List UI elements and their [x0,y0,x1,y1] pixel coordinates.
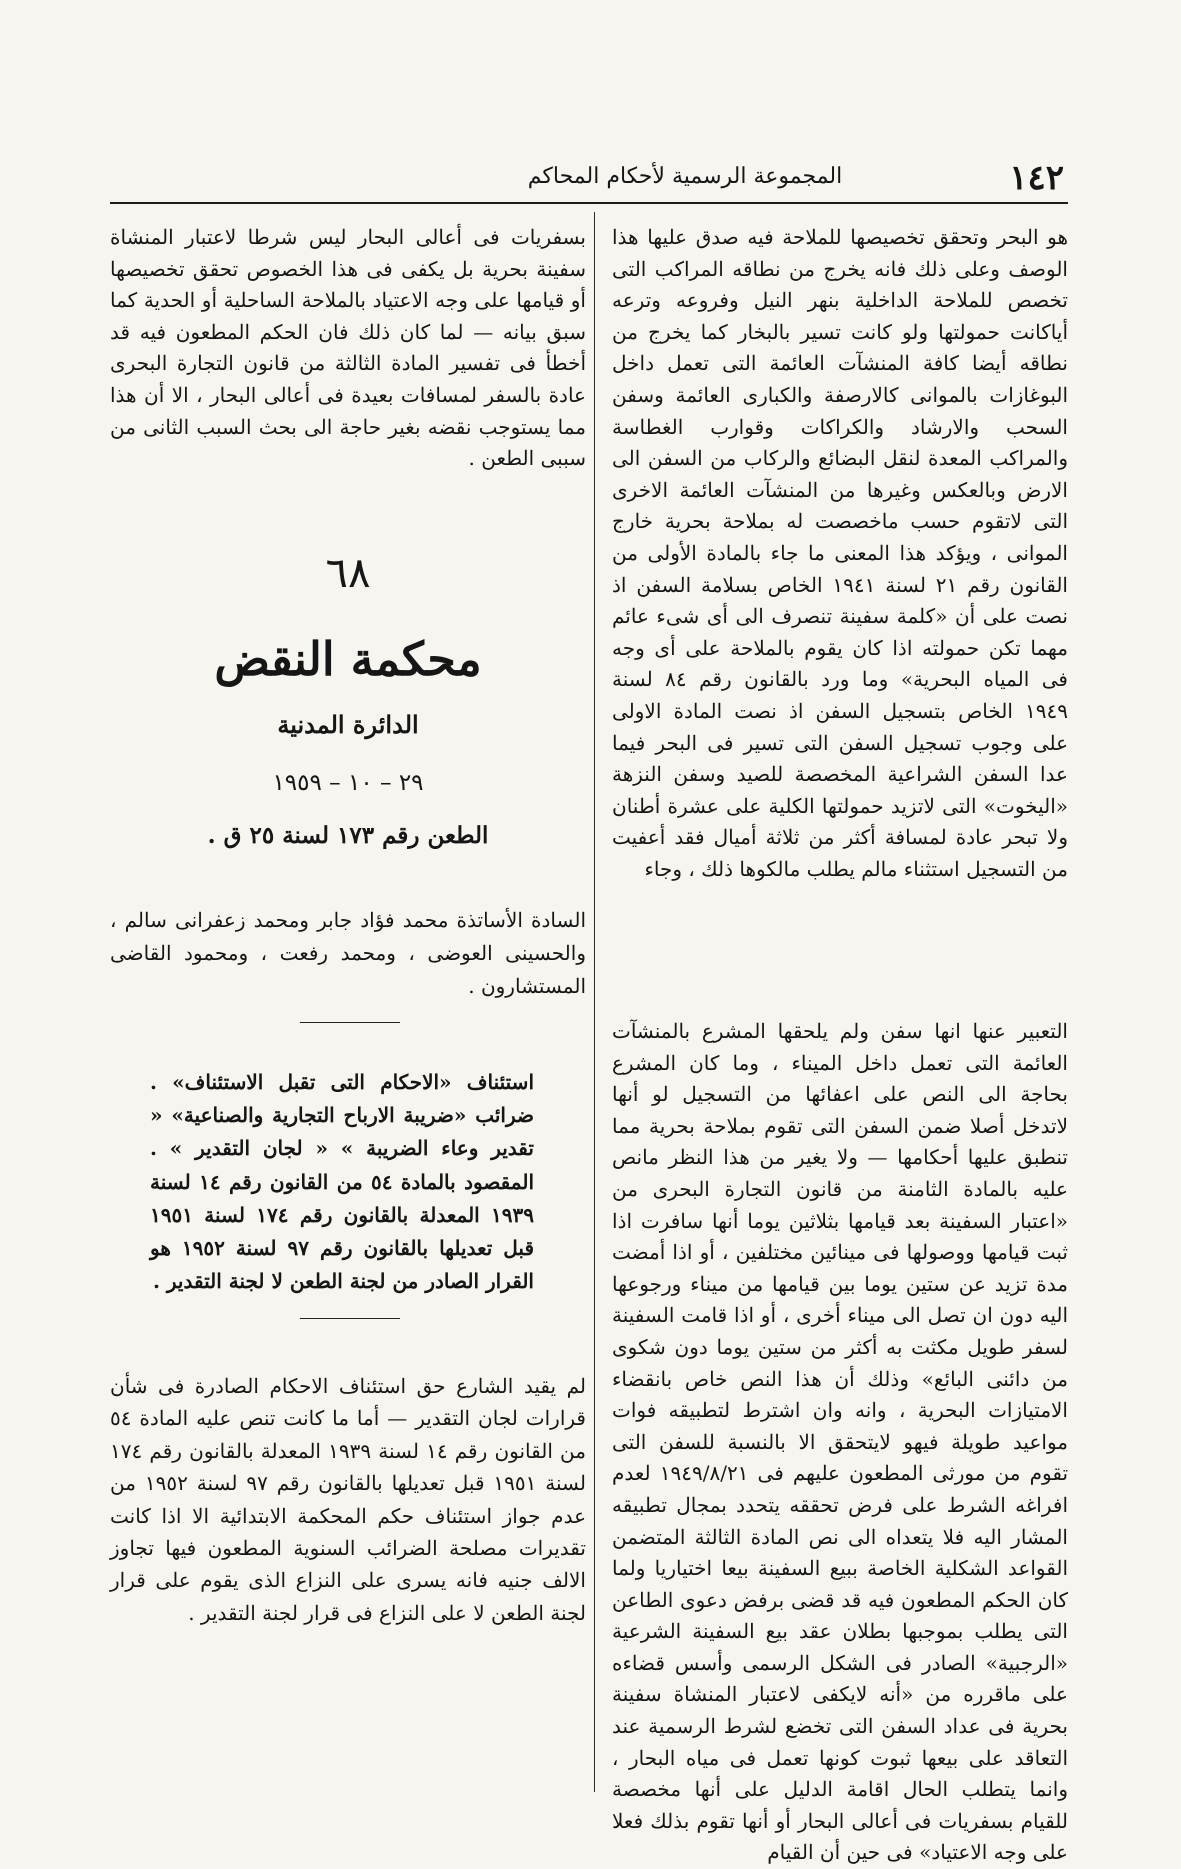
page-header [110,150,1068,204]
judges-list: السادة الأساتذة محمد فؤاد جابر ومحمد زعفرانى سالم ، والحسينى العوضى ، ومحمد رفعت ، ومحمود القاضى المستشارون . [110,908,586,998]
case-number: ٦٨ [325,548,371,597]
appeal-number: الطعن رقم ١٧٣ لسنة ٢٥ ق . [207,822,489,849]
right-column-lower-text: التعبير عنها انها سفن ولم يلحقها المشرع بالمنشآت العائمة التى تعمل داخل الميناء ، وما كان المشرع بحاجة الى النص على اعفائها من التسجيل لو أنها لاتدخل أصلا ضمن السفن التى تقوم بملاحة بحرية مما تنطبق عليها أحكامها — ولا يغير من هذا النظر مانص عليه بالمادة الثامنة من قانون التجارة البحرى من «اعتبار السفينة بعد قيامها بثلاثين يوما أنها سافرت اذا ثبت قيامها ووصولها فى مينائين مختلفين ، أو اذا أمضت مدة تزيد عن ستين يوما بين قيامها من ميناء ورجوعها اليه دون ان تصل الى ميناء أخرى ، أو اذا قامت السفينة لسفر طويل مكثت به أكثر من ستين يوما دون شكوى من دائنى البائع» وذلك أن هذا النص خاص بانقضاء الامتيازات البحرية ، وانه وان اشترط لتطبيقه فوات مواعيد طويلة فيهو لايتحقق الا بالنسبة للسفن التى تقوم من مورثى المطعون عليهم فى ١٩٤٩/٨/٢١ لعدم افراغه الشرط على فرض تحققه يتحدد بمجال تطبيقه المشار اليه فلا يتعداه الى نص المادة الثالثة المتضمن القواعد الشكلية الخاصة ببيع السفينة بيعا اختياريا ولما كان الحكم المطعون فيه قد قضى برفض دعوى الطاعن التى يطلب بموجبها بطلان عقد بيع السفينة الشرعية «الرجبية» الصادر فى الشكل الرسمى وأسس قضاءه على ماقرره من «أنه لايكفى لاعتبار المنشاة سفينة بحرية فى عداد السفن التى تخضع لشرط الرسمية عند التعاقد على بيعها ثبوت كونها تعمل فى مياه البحار ، وانما يتطلب الحال اقامة الدليل على أنها مخصصة للقيام بسفريات فى أعالى البحار أو أنها تقوم بذلك فعلا على وجه الاعتياد» فى حين أن القيام [612,1019,1069,1865]
right-column-upper-text: هو البحر وتحقق تخصيصها للملاحة فيه صدق عليها هذا الوصف وعلى ذلك فانه يخرج من نطاقه المراكب التى تخصص للملاحة الداخلية بنهر النيل وفروعه وترعه أياكانت حمولتها ولو كانت تسير بالبخار كما يخرج من نطاقه أيضا كافة المنشآت العائمة التى تعمل داخل البوغازات بالموانى كالارصفة والكبارى العائمة وسفن السحب والارشاد والكراكات وقوارب الغطاسة والمراكب المعدة لنقل البضائع والركاب من السفن الى الارض وبالعكس وغيرها من المنشآت العائمة الاخرى التى لاتقوم حسب ماخصصت له بملاحة بحرية خارج الموانى ، ويؤكد هذا المعنى ما جاء بالمادة الأولى من القانون رقم ٢١ لسنة ١٩٤١ الخاص بسلامة السفن اذ نصت على أن «كلمة سفينة تنصرف الى أى شىء عائم مهما تكن حمولته اذا كان يقوم بالملاحة على أى وجه فى المياه البحرية» وما ورد بالقانون رقم ٨٤ لسنة ١٩٤٩ الخاص بتسجيل السفن اذ نصت المادة الاولى على وجوب تسجيل السفن التى تسير فى البحر فيما عدا السفن الشراعية المخصصة للصيد وسفن النزهة «اليخوت» التى لاتزيد حمولتها الكلية على عشرة أطنان ولا تبحر عادة لمسافة أكثر من ثلاثة أميال فقد أعفيت من التسجيل استثناء مالم يطلب مالكوها ذلك ، وجاء [612,225,1068,881]
column-divider [594,212,595,1792]
section-divider [300,1318,400,1319]
circuit-name: الدائرة المدنية [277,710,419,739]
legal-keywords: استئناف «الاحكام التى تقبل الاستئناف» . ضرائب «ضريبة الارباح التجارية والصناعية» « تقدير وعاء الضريبة » « لجان التقدير » . المقصود بالمادة ٥٤ من القانون رقم ١٤ لسنة ١٩٣٩ المعدلة بالقانون رقم ١٧٤ لسنة ١٩٥١ قبل تعديلها بالقانون رقم ٩٧ لسنة ١٩٥٢ هو القرار الصادر من لجنة الطعن لا لجنة التقدير . [150,1070,535,1294]
court-name: محكمة النقض [214,632,482,686]
running-title: المجموعة الرسمية لأحكام المحاكم [527,164,843,189]
page-number: ١٤٢ [1009,158,1064,198]
legal-summary: لم يقيد الشارع حق استئناف الاحكام الصادرة فى شأن قرارات لجان التقدير — أما ما كانت تنص عليه المادة ٥٤ من القانون رقم ١٤ لسنة ١٩٣٩ المعدلة بالقانون رقم ١٧٤ لسنة ١٩٥١ قبل تعديلها بالقانون رقم ٩٧ لسنة ١٩٥٢ من عدم جواز استئناف حكم المحكمة الابتدائية الا اذا كانت تقديرات مصلحة الضرائب السنوية المطعون فيها تجاوز الالف جنيه فانه يسرى على النزاع الذى يقوم على قرار لجنة الطعن لا على النزاع فى قرار لجنة التقدير . [110,1374,586,1625]
section-divider [300,1022,400,1023]
left-column-continuation-text: بسفريات فى أعالى البحار ليس شرطا لاعتبار المنشاة سفينة بحرية بل يكفى فى هذا الخصوص تحقق تخصيصها أو قيامها على وجه الاعتياد بالملاحة الساحلية أو الحدية كما سبق بيانه — لما كان ذلك فان الحكم المطعون فيه قد أخطأ فى تفسير المادة الثالثة من قانون التجارة البحرى عادة بالسفر لمسافات بعيدة فى أعالى البحار ، الا أن هذا مما يستوجب نقضه بغير حاجة الى بحث السبب الثانى من سببى الطعن . [110,225,586,471]
session-date: ٢٩ – ١٠ – ١٩٥٩ [272,770,424,796]
